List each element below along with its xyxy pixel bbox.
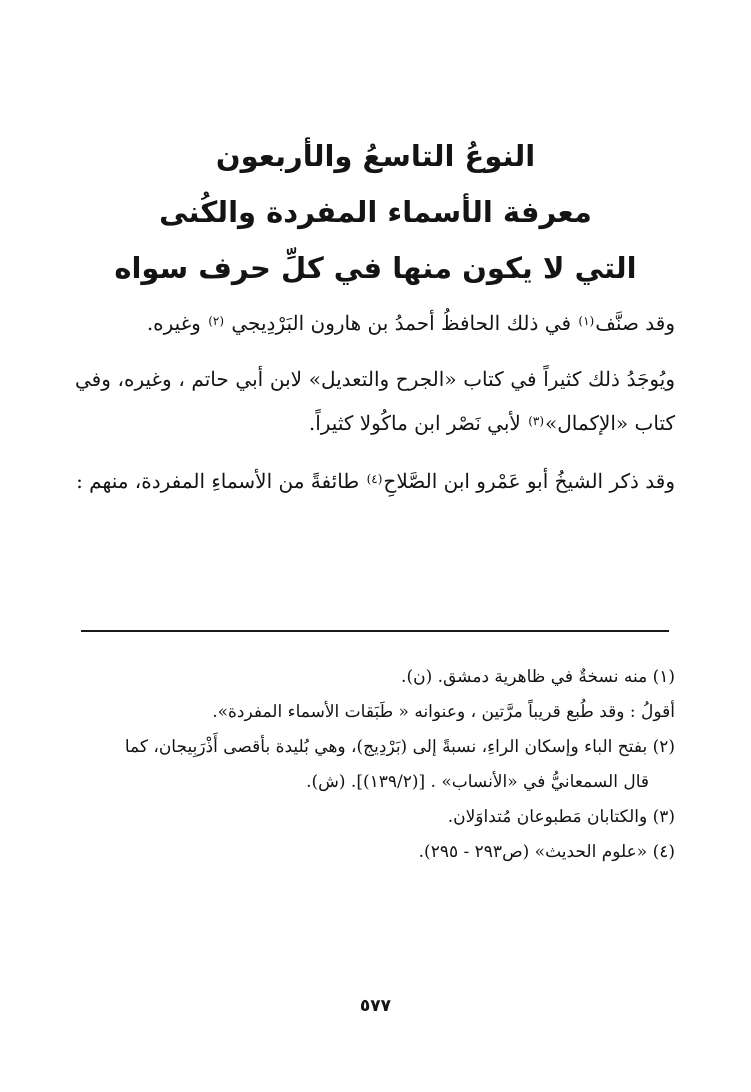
footnote-ref-3[interactable]: (٣) [528,414,545,428]
paragraph-1-text-b: في ذلك الحافظُ أحمدُ بن هارون البَرْدِيجي [225,311,578,335]
chapter-subtitle: معرفة الأسماء المفردة والكُنى [159,195,592,229]
footnote-3: (٣) والكتابان مَطبوعان مُتداوَلان. [447,807,675,827]
chapter-title: النوعُ التاسعُ والأربعون [215,139,536,173]
footnote-4: (٤) «علوم الحديث» (ص٢٩٣ - ٢٩٥). [418,842,675,862]
paragraph-2-text-b: لأبي نَصْر ابن ماكُولا كثيراً. [308,411,528,435]
paragraph-3 [75,458,675,502]
paragraph-1-text-a: وقد صنَّف [595,311,675,335]
paragraph-2-text-a: ويُوجَدُ ذلك كثيراً في كتاب «الجرح والتعديل» لابن أبي حاتم ، وغيره، وفي كتاب «الإكمال» [75,367,675,435]
footnote-ref-4[interactable]: (٤) [366,472,383,486]
paragraph-1-text-c: وغيره. [146,311,208,335]
paragraph-1 [75,300,675,344]
footnote-2: (٢) بفتح الباء وإسكان الراءِ، نسبةً إلى (بَرْدِيج)، وهي بُليدة بأقصى أَذْرَبِيجان، كما [124,737,675,757]
footnote-1-comment: أقولُ : وقد طُبع قريباً مرَّتين ، وعنوانه « طَبَقات الأسماء المفردة». [212,702,675,722]
paragraph-3-text-b: طائفةً من الأسماءِ المفردة، منهم : [76,469,366,493]
footnote-ref-2[interactable]: (٢) [208,314,225,328]
chapter-headings [60,128,691,296]
paragraph-3-text-a: وقد ذكر الشيخُ أبو عَمْرو ابن الصَّلاحِ [383,469,675,493]
paragraph-2 [75,358,675,444]
footnote-divider [81,630,669,632]
footnote-1: (١) منه نسخةٌ في ظاهرية دمشق. (ن). [401,667,675,687]
body-text [75,300,675,508]
footnotes [75,660,675,870]
chapter-subtitle-2: التي لا يكون منها في كلِّ حرف سواه [114,251,637,285]
page-number: ٥٧٧ [359,996,392,1016]
footnote-2-continuation: قال السمعانيُّ في «الأنساب» . [(١٣٩/٢)]. (ش). [306,772,649,792]
footnote-ref-1[interactable]: (١) [578,314,595,328]
